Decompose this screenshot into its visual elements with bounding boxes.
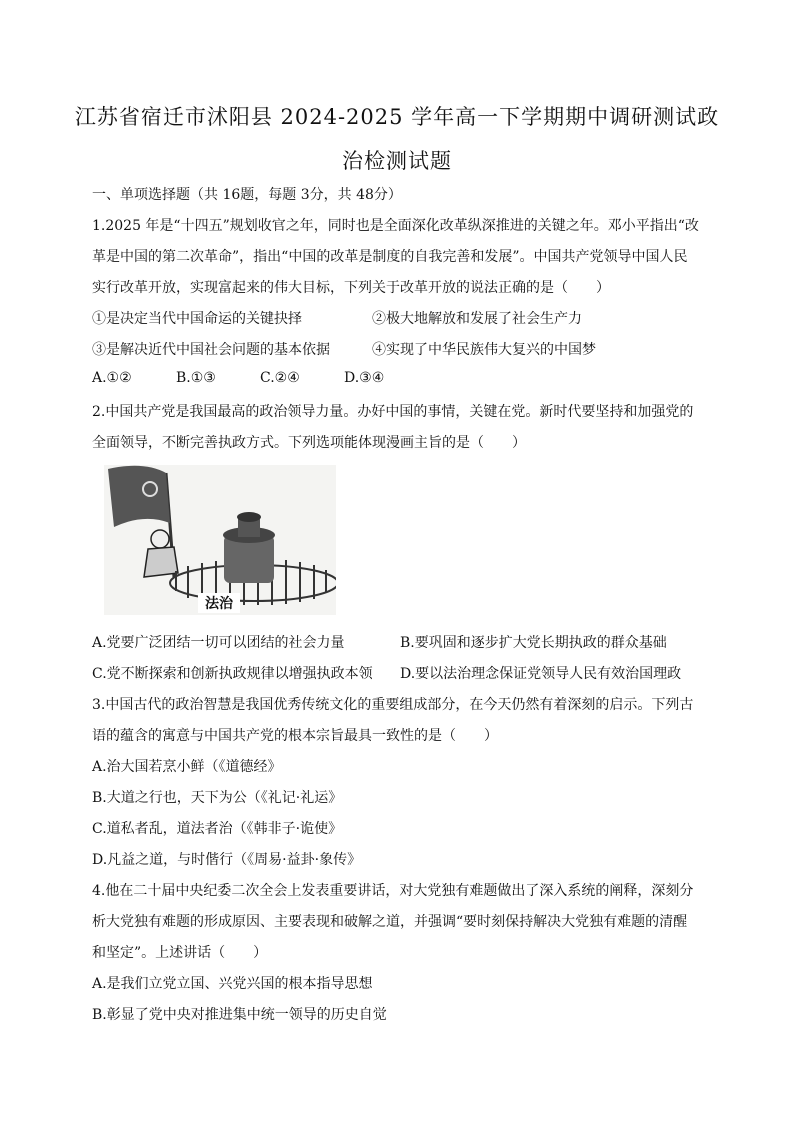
q1-item: ④实现了中华民族伟大复兴的中国梦 (372, 342, 596, 358)
q1-item: ③是解决近代中国社会问题的基本依据 (92, 342, 330, 358)
q1-stem-line: 革是中国的第二次革命”，指出“中国的改革是制度的自我完善和发展”。中国共产党领导中国人民 (92, 249, 688, 265)
q4-choice-a: A.是我们立党立国、兴党兴国的根本指导思想 (92, 976, 373, 992)
q3-choice-d: D.凡益之道，与时偕行（《周易·益卦·象传》 (92, 852, 362, 868)
person-body (144, 547, 178, 577)
q2-stem-line: 2.中国共产党是我国最高的政治领导力量。办好中国的事情，关键在党。新时代要坚持和加强党的 (92, 404, 694, 420)
q4-stem-line: 4.他在二十届中央纪委二次全会上发表重要讲话，对大党独有难题做出了深入系统的阐释，深刻分 (92, 883, 694, 899)
q2-stem-line: 全面领导，不断完善执政方式。下列选项能体现漫画主旨的是（ ） (92, 435, 526, 451)
q2-choice-a: A.党要广泛团结一切可以团结的社会力量 (92, 635, 345, 651)
q3-choice-a: A.治大国若烹小鲜（《道德经》 (92, 759, 282, 775)
q2-choice-b: B.要巩固和逐步扩大党长期执政的群众基础 (400, 635, 667, 651)
q2-choice-c: C.党不断探索和创新执政规律以增强执政本领 (92, 666, 373, 682)
q1-item: ②极大地解放和发展了社会生产力 (372, 311, 582, 327)
comic-label: 法治 (205, 596, 233, 612)
q1-stem-line: 实行改革开放，实现富起来的伟大目标，下列关于改革开放的说法正确的是（ ） (92, 280, 610, 296)
q4-choice-b: B.彰显了党中央对推进集中统一领导的历史自觉 (92, 1007, 387, 1023)
rule-of-law-comic (104, 465, 336, 615)
q1-choice-d: D.③④ (344, 370, 385, 386)
q3-choice-c: C.道私者乱，道法者治（《韩非子·诡使》 (92, 821, 343, 837)
person-head (151, 530, 169, 548)
party-flag-icon (108, 466, 170, 527)
q1-choice-b: B.①③ (176, 370, 216, 386)
q1-choice-a: A.①② (92, 370, 132, 386)
q1-stem-line: 1.2025 年是“十四五”规划收官之年，同时也是全面深化改革纵深推进的关键之年。邓小平指出“改 (92, 218, 699, 234)
q1-item: ①是决定当代中国命运的关键抉择 (92, 311, 302, 327)
q3-choice-b: B.大道之行也，天下为公（《礼记·礼运》 (92, 790, 343, 806)
exam-title-line-2: 治检测试题 (342, 149, 452, 173)
q3-stem-line: 3.中国古代的政治智慧是我国优秀传统文化的重要组成部分，在今天仍然有着深刻的启示。下列古 (92, 697, 694, 713)
section-heading: 一、单项选择题（共 16题，每题 3分，共 48分） (92, 187, 402, 203)
q4-stem-line: 析大党独有难题的形成原因、主要表现和破解之道，并强调“要时刻保持解决大党独有难题的清醒 (92, 914, 688, 930)
exam-title-line-1: 江苏省宿迁市沭阳县 2024-2025 学年高一下学期期中调研测试政 (74, 105, 720, 129)
q2-choice-d: D.要以法治理念保证党领导人民有效治国理政 (400, 666, 682, 682)
q4-stem-line: 和坚定”。上述讲话（ ） (92, 945, 268, 961)
q1-choice-c: C.②④ (260, 370, 300, 386)
q3-stem-line: 语的蕴含的寓意与中国共产党的根本宗旨最具一致性的是（ ） (92, 728, 498, 744)
